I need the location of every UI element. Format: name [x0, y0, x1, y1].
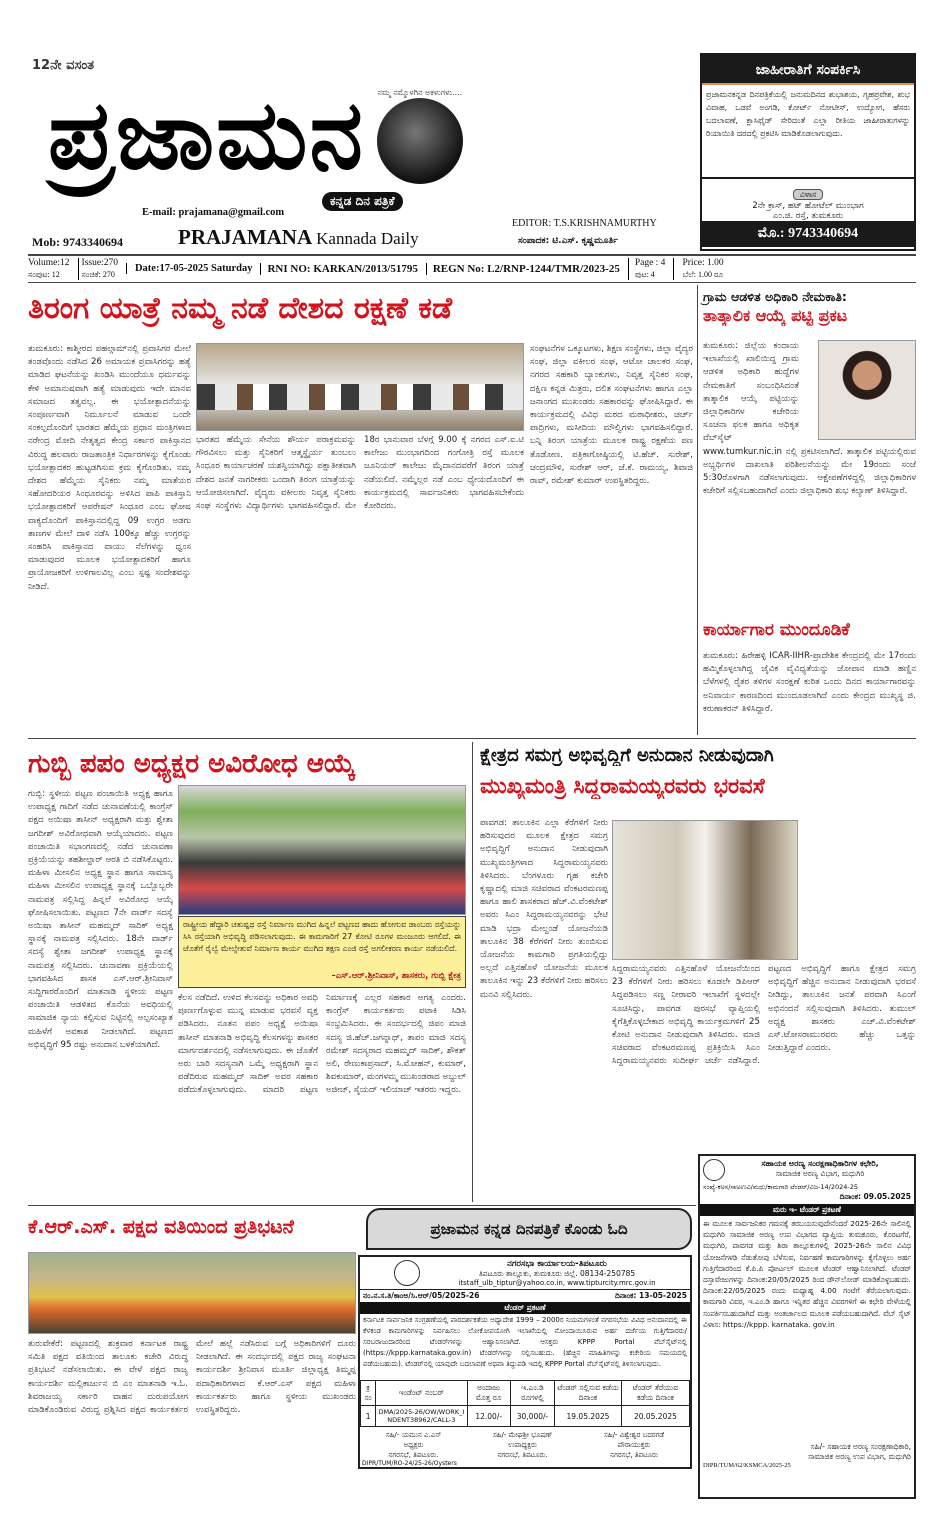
- tender-ref: ಸಂಖ್ಯೆ-ಕಅಸ/ಸಾಅಉವಿ/ಮಧು/ಕಾಮಗಾರಿ ಟೆಂಡರ್/ವಿಜ-14/2024-25: [703, 1183, 858, 1191]
- tender-address: ತಿಪಟೂರು ತಾಲ್ಲೂಕು, ತುಮಕೂರು ಜಿಲ್ಲೆ. 08134-250785: [478, 1269, 636, 1278]
- tender-signature: ಸಾಮಾಜಿಕ ಅರಣ್ಯ ಉಪ ವಿಭಾಗ, ಮಧುಗಿರಿ: [808, 1452, 911, 1461]
- signatory: ಸಹಿ/- ಯಮುನ ಎ.ಎಸ್ ಅಧ್ಯಕ್ಷರು ನಗರಸಭೆ, ತಿಪಟೂರು.: [385, 1431, 442, 1459]
- rni-number: RNI NO: KARKAN/2013/51795: [260, 263, 417, 275]
- headline-tiranga: ತಿರಂಗ ಯಾತ್ರೆ ನಮ್ಮ ನಡೆ ದೇಶದ ರಕ್ಷಣೆ ಕಡೆ: [28, 291, 453, 326]
- quote-caption-text: ರಾಷ್ಟ್ರೀಯ ಹೆದ್ದಾರಿ ಚತುಷ್ಪಥ ರಸ್ತೆ ನಿರ್ಮಾಣ ಮುಗಿದ ಹಿನ್ನಲೆ ಪಟ್ಟಣದ ಹಾದು ಹೋಗುವ ಡಾಂಬರು ರಸ್ತೆಯನ್ನು ಸಿಸಿ ರಸ್ತೆಯಾಗಿ ಅಭಿವೃದ್ಧಿ ಪಡಿಸಲಾಗುವುದು. ಈ ಕಾಮಗಾರಿಗೆ 27 ಕೋಟಿ ರೂಗಳ ಮಂಜೂರು ಆಗಲಿದೆ. ಈ ಜೊತೆಗೆ ರೈಲ್ವೆ ಮೇಲ್ಸೇತುವೆ ನಿರ್ಮಾಣ ಕಾರ್ಯ ಮುಗಿದ ತಕ್ಷಣ ಎಂಜಿ ರಸ್ತೆ ಅಗಲೀಕರಣ ಕಾರ್ಯ ನಡೆಯಲಿದೆ.: [183, 920, 461, 953]
- article-cm-cols: ಸಿದ್ದರಾಮಯ್ಯನವರು ಎತ್ತಿನಹೊಳೆ ಯೋಜನೆಯಿಂದ 23 ಕೆರೆಗಳಿಗೆ ನೀರು ಹರಿಸಲು ಕೂಡಲೇ ಡಿಪಿಆರ್ ಸಿದ್ದಪಡಿಸಲು ಸಣ್ಣ ನೀರಾವರಿ ಇಲಾಖೆಗೆ ಸ್ಥಳದಲ್ಲೇ ಸೂಚಿಸಿದ್ದು, ಪಾವಗಡ ಪುರಸಭೆ ವ್ಯಾಪ್ತಿಯಲ್ಲಿ ಕೈಗೆತ್ತಿಕೊಳ್ಳಬೇಕಾದ ಅಭಿವೃದ್ಧಿ ಕಾರ್ಯಕ್ರಮಗಳಿಗೆ 25 ಕೋಟಿ ಅನುದಾನ ನೀಡುವುದಾಗಿ ತಿಳಿಸಿದರು. ಮಾಜಿ ಸಚಿವರಾದ ವೆಂಕಟರಮಣಪ್ಪ ಪ್ರತಿಕ್ರಿಯಿಸಿ ಸಿಎಂ ಸಿದ್ದರಾಮಯ್ಯನವರು ಸುದೀರ್ಘ ಚರ್ಚೆ ನಡೆಸಿದ್ದಾರೆ. ಪಟ್ಟಣದ ಅಭಿವೃದ್ಧಿಗೆ ಹಾಗೂ ಕ್ಷೇತ್ರದ ಸಮಗ್ರ ಅಭಿವೃದ್ಧಿಗೆ ಹೆಚ್ಚಿನ ಅನುದಾನ ನೀಡುವುದಾಗಿ ಭರವಸೆ ನೀಡಿದ್ದು, ತಾಲೂಕಿನ ಜನತೆ ಪರವಾಗಿ ಸಿಎಂಗೆ ಅಭಿನಂದನೆ ಸಲ್ಲಿಸುವುದಾಗಿ ತಿಳಿಸಿದರು. ತುಮುಲ್ ಅಧ್ಯಕ್ಷ ಶಾಸಕರು ಎಚ್.ವಿ.ವೆಂಕಟೇಶ್ ಎಸ್.ಟೋಸರಾಮುರವರು ಹೆಚ್ಚು ಒತ್ತನ್ನು ನೀಡುತ್ತಿದ್ದಾರೆ ಎಂದರು.: [612, 964, 916, 1067]
- issue: Issue:270 ಸಂಚಿಕೆ: 270: [78, 258, 118, 280]
- info-bar: [28, 256, 916, 281]
- advertise-contact-box: [700, 53, 916, 251]
- krs-protest-photo: [28, 1252, 356, 1334]
- date: Date:17-05-2025 Saturday: [126, 263, 253, 274]
- cm-kicker: ಕ್ಷೇತ್ರದ ಸಮಗ್ರ ಅಭಿವೃದ್ಧಿಗೆ ಅನುದಾನ ನೀಡುವುದಾಗಿ: [480, 745, 774, 766]
- tender-title: ಟೆಂಡರ್ ಪ್ರಕಟಣೆ: [360, 1302, 690, 1314]
- tender-ref: ನಂ.ನ.ಸ.ತಿ/ಕಾಂಅ/ಸಿ.ಆರ್/05/2025-26: [363, 1291, 480, 1300]
- headline-village-officer: ತಾತ್ಕಾಲಿಕ ಆಯ್ಕೆ ಪಟ್ಟಿ ಪ್ರಕಟ: [703, 306, 848, 325]
- address-line: 2ನೇ ಕ್ರಾಸ್, ಹಟ್ ಹೋಟೆಲ್ ಮುಂಭಾಗ: [752, 201, 864, 211]
- logo-tagline: ನಮ್ಮ ನಮ್ಮೊಳಗಿನ ಅಕಳುಗಳು....: [377, 87, 463, 97]
- table-header: ಕ್ರ ಸಂ: [361, 1381, 376, 1406]
- quote-caption-credit: –ಎಸ್.ಆರ್.ಶ್ರೀನಿವಾಸ್, ಶಾಸಕರು, ಗುಬ್ಬಿ ಕ್ಷೇತ್ರ: [331, 971, 461, 981]
- logo-emblem-icon: [377, 98, 463, 184]
- logo-emblem-group: [377, 87, 463, 184]
- article-workshop: ತುಮಕೂರು: ಹಿರೇಹಳ್ಳಿ ICAR-IIHR-ಪ್ರಾದೇಶಿಕ ಕೇಂದ್ರದಲ್ಲಿ ಮೇ 17ರಂದು ಹಮ್ಮಿಕೊಳ್ಳಲಾಗಿದ್ದ ಜೈವಿಕ ವೈವಿಧ್ಯತೆಯನ್ನು ಜೋಪಾನ ಮಾಡಿ ಹಣ್ಣಿನ ಬೆಳೆಗಳಲ್ಲಿ ರೈತರ ತಳಿಗಳ ಸಂರಕ್ಷಣೆ ಕುರಿತ ಒಂದು ದಿನದ ಕಾರ್ಯಾಗಾರವನ್ನು ಅನಿವಾರ್ಯ ಕಾರಣದಿಂದ ಮುಂದೂಡಲಾಗಿದೆ ಎಂದು ಕೇಂದ್ರದ ಮುಖ್ಯಸ್ಥ ಜಿ. ಕರುಣಾಕರನ್ ತಿಳಿಸಿದ್ದಾರೆ.: [703, 651, 916, 714]
- divider: [28, 282, 916, 283]
- quote-caption-box: [178, 916, 466, 988]
- table-row: 1 DMA/2025-26/OW/WORK_INDENT38962/CALL-3 12.00/- 30,000/- 19.05.2025 20.05.2025: [361, 1406, 690, 1427]
- ad-box-text: ಪ್ರಜಾಮನಕನ್ನಡ ದಿನಪತ್ರಿಕೆಯಲ್ಲಿ ಜನುಮದಿನದ ಶುಭಾಶಯ, ಗೃಹಪ್ರವೇಶ, ಶುಭ ವಿವಾಹ, ಒಡವೆ ಅಂಗಡಿ, ಕೋರ್ಟ್ ನೋಟೀಸ್, ಉದ್ಯೋಗ, ಹೆಸರು ಬದಲಾವಣೆ, ಕ್ಲಾಸಿಫೈಡ್ ಸೇರಿದಂತೆ ಎಲ್ಲಾ ರೀತಿಯ ಜಾಹೀರಾತುಗಳನ್ನು ರಿಯಾಯಿತಿ ದರದಲ್ಲಿ ಪ್ರಕಟಿಸಿ ಮಾಡಿಕೊಡಲಾಗುವುದು.: [706, 90, 910, 138]
- village-officer-kicker: ಗ್ರಾಮ ಆಡಳಿತ ಅಧಿಕಾರಿ ನೇಮಕಾತಿ:: [703, 289, 847, 304]
- divider: [28, 1205, 696, 1206]
- tender-code: DIPR/TUM/62/KSMCA/2025-25: [703, 1462, 791, 1469]
- editor-kn: ಸಂಪಾದಕ: ಟಿ.ಎಸ್. ಕೃಷ್ಣಮೂರ್ತಿ: [518, 236, 618, 246]
- table-header: ಇ.ಎಂ.ಡಿ ರೂಗಳಲ್ಲಿ: [510, 1381, 554, 1406]
- gubbi-felicitation-photo: [178, 785, 466, 915]
- column-divider: [697, 285, 698, 735]
- karnataka-emblem-icon: [703, 1159, 725, 1181]
- headline-gubbi: ಗುಬ್ಬಿ ಪಪಂ ಅಧ್ಯಕ್ಷರ ಅವಿರೋಧ ಆಯ್ಕೆ: [28, 749, 356, 779]
- tender-office: ಸಹಾಯಕ ಅರಣ್ಯ ಸಂರಕ್ಷಣಾಧಿಕಾರಿಗಳ ಕಛೇರಿ,: [761, 1159, 879, 1168]
- tender-title: ಮರು ಇ- ಟೆಂಡರ್ ಪ್ರಕಟಣೆ: [700, 1204, 914, 1216]
- editor: EDITOR: T.S.KRISHNAMURTHY: [512, 218, 657, 229]
- article-krs: ತುರುವೇಕೆರೆ: ಪಟ್ಟಣದಲ್ಲಿ ಶುಕ್ರವಾರ ಕರ್ನಾಟಕ ರಾಷ್ಟ್ರ ಸಮಿತಿ ಪಕ್ಷದ ವತಿಯಿಂದ ತಾಲೂಕು ಕಚೇರಿ ವಿರುದ್ಧ ಪ್ರತಿಭಟನೆ ನಡೆಸಲಾಯಿತು. ಈ ವೇಳೆ ಪಕ್ಷದ ರಾಜ್ಯ ಕಾರ್ಯದರ್ಶಿ ಮಲ್ಲಿಕಾರ್ಜುನ ಬಿ ಎಂ ಮಾತನಾಡಿ ಇ.ಓ. ಶಿವರಾಜಯ್ಯ ಸರ್ಕಾರಿ ವಾಹನ ದುರುಪಯೋಗ ಮಾಡಿಕೊಂಡಿರುವ ವಿರುದ್ಧ ಪ್ರಶ್ನಿಸಿದ ಪಕ್ಷದ ಕಾರ್ಯಕರ್ತರ ಮೇಲೆ ಹಲ್ಲೆ ನಡೆಸಿರುವ ಬಗ್ಗೆ ಅಧಿಕಾರಿಗಳಿಗೆ ದೂರು ನೀಡಲಾಗಿದೆ. ಈ ಸಂದರ್ಭದಲ್ಲಿ ಪಕ್ಷದ ರಾಜ್ಯ ಸಂಘಟನಾ ಕಾರ್ಯದರ್ಶಿ ಶ್ರೀನಿವಾಸ ಮೂರ್ತಿ ಜಿಲ್ಲಾಧ್ಯಕ್ಷ ತಿಮ್ಮಪ್ಪ ಪದಾಧಿಕಾರಿಗಳಾದ ಕೆ.ಆರ್.ಎಸ್ ಪಕ್ಷದ ಮಹಿಳಾ ಕಾರ್ಯಕರ್ತರು ಹಾಗೂ ಸ್ಥಳೀಯ ಮುಖಂಡರು ಉಪಸ್ಥಿತರಿದ್ದರು.: [28, 1339, 356, 1416]
- logo: [48, 80, 688, 190]
- address-line: ಎಂ.ಜಿ. ರಸ್ತೆ, ತುಮಕೂರು: [772, 211, 844, 221]
- ad-box-phone: ಮೊ.: 9743340694: [702, 221, 914, 247]
- tender-date: ದಿನಾಂಕ: 09.05.2025: [839, 1192, 911, 1201]
- tender-signature: ಸಹಿ/- ಸಹಾಯಕ ಅರಣ್ಯ ಸಂರಕ್ಷಣಾಧಿಕಾರಿ,: [810, 1442, 911, 1451]
- table-header: ಟೆಂಡರ್ ತೆರೆಯುವ ಕಡೆಯ ದಿನಾಂಕ: [621, 1381, 689, 1406]
- signatory: ಸಹಿ/- ಮೇಘಶ್ರೀ ಭೂಷಣ್ ಉಪಾಧ್ಯಕ್ಷರು ನಗರಸಭೆ, ತಿಪಟೂರು.: [492, 1431, 553, 1459]
- article-tiranga-cols: ಭಾರತದ ಹೆಮ್ಮೆಯ ಸೇನೆಯ ಶೌರ್ಯ ಪರಾಕ್ರಮವನ್ನು ಗೌರವಿಸಲು ಮತ್ತು ಸೈನಿಕರಿಗೆ ಆತ್ಮಸ್ಥೈರ್ಯ ತುಂಬಲು ಸಿಂಧೂರ ಕಾರ್ಯಾಚರಣೆ ಯಶಸ್ವಿಯಾಗಿದ್ದು ಪಕ್ಷಾತೀತವಾಗಿ ದೇಶದ ಜನತೆ ನಾಗರೀಕರು ಒಂದಾಗಿ ತಿರಂಗ ಯಾತ್ರೆಯನ್ನು ಆಯೋಜಿಸಲಾಗಿದೆ. ವೈದ್ಯರು ವಕೀಲರು ನಿವೃತ್ತ ಸೈನಿಕರು ಸಂಘ ಸಂಸ್ಥೆಗಳು ವಿದ್ಯಾರ್ಥಿಗಳು ಭಾಗವಹಿಸಲಿದ್ದಾರೆ. ಮೇ 18ರ ಭಾನುವಾರ ಬೆಳಗ್ಗೆ 9.00 ಕ್ಕೆ ನಗರದ ಎಸ್.ಐ.ಟಿ ಕಾಲೇಜು ಮುಂಭಾಗದಿಂದ ಗಂಗೋತ್ರಿ ರಸ್ತೆ ಮೂಲಕ ಜೂನಿಯರ್ ಕಾಲೇಜು ಮೈದಾನದವರೆಗೆ ತಿರಂಗ ಯಾತ್ರೆ ನಡೆಯಲಿದೆ. ನಮ್ಮೆಲ್ಲರ ನಡೆ ಎಂಬ ಧ್ಯೇಯದೊಂದಿಗೆ ಈ ಕಾರ್ಯಕ್ರಮದಲ್ಲಿ ಸಾರ್ವಜನಿಕರು ಭಾಗವಹಿಸಬೇಕೆಂದು ಕೋರಿದರು.: [196, 435, 524, 512]
- tender-table: [360, 1380, 690, 1427]
- ad-box-address: [702, 177, 914, 221]
- tender-body: ಕರ್ನಾಟಕ ಸಾರ್ವಜನಿಕ ಸಂಗ್ರಹಣೆಯಲ್ಲಿ ಪಾರದರ್ಶಕತೆಯ ಅಧ್ಯಾದೇಶ 1999 – 2000ರ ನಿಯಮಗಳಂತೆ ನಗರಸಭೆಯ ವಿವಿಧ ಅನುದಾನದಲ್ಲಿ ಈ ಕೆಳಕಂಡ ಕಾಮಗಾರಿಗಳನ್ನು ನಿರ್ವಹಿಸಲು ಲೋಕೋಪಯೋಗಿ ಇಲಾಖೆಯಲ್ಲಿ ನೋಂದಾಯಿಸಿರುವ ಅರ್ಹ ದರ್ಜೆಯ ಗುತ್ತಿಗೆದಾರರು/ಸರಬರಾಜುದಾರರಿಂದ ಟೆಂಡರ್‌ಗಳನ್ನು ಆಹ್ವಾನಿಸಲಾಗಿದೆ. ಆಸಕ್ತರು KPPP Portal ವೆಬ್‌ಸೈಟ್‌ನಲ್ಲಿ (https://kppp.karnataka.gov.in) ಟೆಂಡರ್‌ಗಳನ್ನು ಸಲ್ಲಿಸಬಹುದು. (ಹೆಚ್ಚಿನ ಮಾಹಿತಿಗಳನ್ನು ಕಚೇರಿಯ ಸಮಯದಲ್ಲಿ ಪಡೆಯಬಹುದು). ಟೆಂಡರ್‌ನಲ್ಲಿ ಯಾವುದೇ ಬದಲಾವಣೆ ಅಥವಾ ತಿದ್ದುಪಡಿ ಇದಲ್ಲಿ KPPP Portal ವೆಬ್‌ಸೈಟ್‌ನಲ್ಲಿ ತಿಳಿಸಲಾಗುವುದು.: [363, 1316, 687, 1368]
- ad-box-title: ಜಾಹೀರಾತಿಗೆ ಸಂಪರ್ಕಿಸಿ: [702, 55, 914, 85]
- price: Price: 1.00 ಬೆಲೆ: 1.00 ರೂ: [673, 258, 723, 280]
- tender-ad-forest: [698, 1154, 916, 1499]
- signatory: ಸಹಿ/- ವಿಶ್ವೇಶ್ವರ ಬದರಗಡೆ ಪೌರಾಯುಕ್ತರು ನಗರಸಭೆ, ತಿಪಟೂರು: [604, 1431, 665, 1459]
- tender-contact: itstaff_ulb_tiptur@yahoo.co.in, www.tipturcity.mrc.gov.in: [458, 1279, 656, 1287]
- article-gubbi-cols: ಕೆಲಸ ನಡೆದಿದೆ. ಉಳಿದ ಕೆಲಸವನ್ನು ಅಧಿಕಾರ ಅವಧಿ ಪೂರ್ಣಗೊಳ್ಳುವ ಮುನ್ನ ಮಾಡುವ ಭರವಸೆ ವ್ಯಕ್ತ ಪಡಿಸಿದರು. ನೂತನ ಪಪಂ ಅಧ್ಯಕ್ಷೆ ಅಯಿಷಾ ತಾಸೀನ್ ಮಾತನಾಡಿ ಅಭಿವೃದ್ಧಿ ಕೆಲಸಗಳನ್ನು ಶಾಸಕರ ಮಾರ್ಗದರ್ಶನದಲ್ಲಿ ನಡೆಸಲಾಗುವುದು. ಈ ಜೊತೆಗೆ ಅರು ಬಾರಿ ಸದಸ್ಯನಾಗಿ ಒಮ್ಮೆ ಅಧ್ಯಕ್ಷರಾಗಿ ಸ್ಥಾನ ಪಡೆದಿರುವ ಮಹಮ್ಮದ್ ಸಾದಿಕ್ ಅವರ ಸಹಕಾರ ಪಡೆದುಕೊಳ್ಳಲಾಗುವುದು. ಮಾದರಿ ಪಟ್ಟಣ ನಿರ್ಮಾಣಕ್ಕೆ ಎಲ್ಲರ ಸಹಕಾರ ಅಗತ್ಯ ಎಂದರು. ಕಾಂಗ್ರೆಸ್ ಕಾರ್ಯಕರ್ತರು ಪಟಾಕಿ ಸಿಡಿಸಿ ಸಂಭ್ರಮಿಸಿದರು. ಈ ಸಂದರ್ಭದಲ್ಲಿ ಜಿಪಂ ಮಾಜಿ ಸದಸ್ಯ ಜಿ.ಹೆಚ್.ಜಗನ್ನಾಥ್, ತಾಪಂ ಮಾಜಿ ಸದಸ್ಯ ರಮೇಶ್ ಸದಸ್ಯರಾದ ಮಹಮ್ಮದ್ ಸಾದಿಕ್, ಶೌಕತ್ ಅಲಿ, ರೇಣುಕಾಪ್ರಸಾದ್, ಸಿ.ಮೋಹನ್, ಕುಮಾರ್, ಶಿವಕುಮಾರ್, ಮಂಗಳಮ್ಮ ಮುಖಂಡರಾದ ಅಬ್ದುಲ್ ಅಜೀಜ್, ಸೈಯದ್ ಇಲಿಯಾಜ್ ಇತರರು ಇದ್ದರು.: [178, 993, 466, 1096]
- cm-meeting-photo: [612, 820, 798, 960]
- edition-badge: ಕನ್ನಡ ದಿನ ಪತ್ರಿಕೆ: [322, 192, 403, 211]
- press-meet-photo: [196, 343, 524, 431]
- promo-banner: [366, 1208, 692, 1250]
- headline-krs: ಕೆ.ಆರ್.ಎಸ್. ಪಕ್ಷದ ವತಿಯಿಂದ ಪ್ರತಿಭಟನೆ: [28, 1216, 294, 1238]
- divider: [28, 738, 916, 739]
- page-number: Page : 4 ಪುಟ: 4: [628, 258, 666, 280]
- tender-date: ದಿನಾಂಕ: 13-05-2025: [615, 1291, 687, 1300]
- address-label: ವಿಳಾಸ: [793, 189, 824, 200]
- headline-workshop: ಕಾರ್ಯಾಗಾರ ಮುಂದೂಡಿಕೆ: [703, 620, 850, 640]
- mobile: Mob: 9743340694: [32, 235, 123, 249]
- article-tiranga-col1: ತುಮಕೂರು: ಕಾಶ್ಮೀರದ ಪಹಲ್ಗಾಮ್‌ನಲ್ಲಿ ಪ್ರವಾಸಿಗರ ಮೇಲೆ ತಂಡವೊಂದು ನಡೆಸಿದ 26 ಅಮಾಯಕ ಪ್ರವಾಸಿಗರನ್ನು ಹತ್ಯೆ ಮಾಡಿದ ಘಟನೆಯನ್ನು ಖಂಡಿಸಿ ಮುಂದೆಯೂ ಧರ್ಮವನ್ನು ಕೇಳಿ ಅಮಾನುಷವಾಗಿ ಹತ್ಯೆ ಮಾಡುವುದು ಇದೇ ಮಾನವ ಸಮಾಜದ ತತ್ವವಲ್ಲ. ಈ ಭಯೋತ್ಪಾದನೆಯನ್ನು ಸಂಪೂರ್ಣವಾಗಿ ನಿರ್ಮೂಲನೆ ಮಾಡುವ ಒಂದೇ ಸಂಕಲ್ಪದೊಂದಿಗೆ ಭಾರತದ ಹೆಮ್ಮೆಯ ಪ್ರಧಾನ ಮಂತ್ರಿಗಳಾದ ನರೇಂದ್ರ ಮೋದಿ ನೇತೃತ್ವದ ಕೇಂದ್ರ ಸರ್ಕಾರ ಪಾಕಿಸ್ತಾನದ ವಿರುದ್ಧ ಹಲವಾರು ರಾಜತಾಂತ್ರಿಕ ನಿರ್ಧಾರಗಳನ್ನು ಕೈಗೊಂಡು ಭಯೋತ್ಪಾದಕರ ಹುಟ್ಟಡಗಿಸುವ ಕ್ರಮ ಕೈಗೊಂಡಿತು. ನಮ್ಮ ದೇಶದ ಹೆಮ್ಮೆಯ ಸೈನಿಕರು ನಮ್ಮ ಮಾತೆಯರ ಸಹೋದರಿಯರ ಸಿಂಧೂರವನ್ನು ಅಳಿಸಿದ ಪಾಪಿ ಪಾಕಿಸ್ತಾನಿ ಭಯೋತ್ಪಾದಕರಿಗೆ ಆಪರೇಷನ್ ಸಿಂಧೂರ ಎಂಬ ಘೋಷ ವಾಕ್ಯದೊಂದಿಗೆ ಪಾಕಿಸ್ತಾನದಲ್ಲಿದ್ದ 09 ಉಗ್ರರ ಅಡಗು ತಾಣಗಳ ಮೇಲೆ ದಾಳಿ ನಡೆಸಿ 100ಕ್ಕೂ ಹೆಚ್ಚು ಉಗ್ರರನ್ನು ಸಂಹರಿಸಿ ಪಾಕಿಸ್ತಾನದ ವಾಯು ನೆಲೆಗಳನ್ನು ಧ್ವಂಸ ಮಾಡುವುದರ ಮೂಲಕ ಭಯೋತ್ಪಾದಕರಿಗೆ ಹಾಗೂ ಪ್ರಾಯೋಜಕರಿಗೆ ಉಳಿಗಾಲವಿಲ್ಲ ಎಂಬ ಸ್ಪಷ್ಟ ಸಂದೇಶವನ್ನು ನೀಡಿದೆ.: [28, 344, 191, 592]
- anniversary-badge: 12ನೇ ವಸಂತ: [32, 58, 95, 73]
- article-village-officer: ತುಮಕೂರು: ಜಿಲ್ಲೆಯ ಕಂದಾಯ ಇಲಾಖೆಯಲ್ಲಿ ಖಾಲಿಯಿದ್ದ ಗ್ರಾಮ ಆಡಳಿತ ಅಧಿಕಾರಿ ಹುದ್ದೆಗಳ ನೇಮಕಾತಿಗೆ ಸಂಬಂಧಿಸಿದಂತೆ ತಾತ್ಕಾಲಿಕ ಆಯ್ಕೆ ಪಟ್ಟಿಯನ್ನು ಜಿಲ್ಲಾಧಿಕಾರಿಗಳ ಕಚೇರಿಯ ಸೂಚನಾ ಫಲಕ ಹಾಗೂ ಅಧಿಕೃತ ವೆಬ್‌ಸೈಟ್ www.tumkur.nic.in ನಲ್ಲಿ ಪ್ರಕಟಿಸಲಾಗಿದೆ. ತಾತ್ಕಾಲಿಕ ಪಟ್ಟಿಯಲ್ಲಿರುವ ಅಭ್ಯರ್ಥಿಗಳ ದಾಖಲಾತಿ ಪರಿಶೀಲನೆಯನ್ನು ಮೇ 19ರಂದು ಸಂಜೆ 5:30ರೊಳಗಾಗಿ ನಡೆಸಲಾಗುವುದು. ಆಕ್ಷೇಪಣೆಗಳಿದ್ದಲ್ಲಿ ಜಿಲ್ಲಾಧಿಕಾರಿಗಳ ಕಚೇರಿಗೆ ಸಲ್ಲಿಸಬಹುದಾಗಿದೆ ಎಂದು ಜಿಲ್ಲಾಧಿಕಾರಿ ಶುಭ ಕಲ್ಯಾಣ್ ತಿಳಿಸಿದ್ದಾರೆ.: [703, 341, 916, 497]
- table-header: ಇಂಡೆಂಟ್ ನಂಬರ್: [376, 1381, 467, 1406]
- tender-office: ನಗರಸಭಾ ಕಾರ್ಯಾಲಯ-ತಿಪಟೂರು: [507, 1259, 607, 1269]
- tender-code: DIPR/TUM/RO-24/25-26/Oysters: [362, 1460, 457, 1467]
- masthead: [0, 0, 700, 255]
- tender-ad-tiptur: [358, 1255, 692, 1469]
- logo-text: ಪ್ರಜಾಮನ: [48, 78, 365, 191]
- article-gubbi-col1: ಗುಬ್ಬಿ: ಸ್ಥಳೀಯ ಪಟ್ಟಣ ಪಂಚಾಯಿತಿ ಅಧ್ಯಕ್ಷ ಹಾಗೂ ಉಪಾಧ್ಯಕ್ಷ ಗಾದಿಗೆ ನಡೆದ ಚುನಾವಣೆಯಲ್ಲಿ ಕಾಂಗ್ರೆಸ್ ಪಕ್ಷದ ಅಯಿಷಾ ತಾಸೀನ್ ಅಧ್ಯಕ್ಷರಾಗಿ ಮತ್ತು ಶ್ವೇತಾ ಜಗದೀಶ್ ಅವಿರೋಧವಾಗಿ ಆಯ್ಕೆಯಾದರು. ಪಟ್ಟಣ ಪಂಚಾಯಿತಿ ಸಭಾಂಗಣದಲ್ಲಿ ನಡೆದ ಚುನಾವಣಾ ಪ್ರಕ್ರಿಯೆಯನ್ನು ತಹಶೀಲ್ದಾರ್ ಆರತಿ ಬಿ ನಡೆಸಿಕೊಟ್ಟರು. ಮಹಿಳಾ ಮೀಸಲಿನ ಅಧ್ಯಕ್ಷ ಸ್ಥಾನ ಹಾಗೂ ಸಾಮಾನ್ಯ ಮಹಿಳಾ ಮೀಸಲಿನ ಉಪಾಧ್ಯಕ್ಷ ಸ್ಥಾನಕ್ಕೆ ಒಬ್ಬೊಬ್ಬರೇ ನಾಮಪತ್ರ ಸಲ್ಲಿಸಿದ್ದ ಹಿನ್ನಲೆ ಅವಿರೋಧ ಆಯ್ಕೆ ಘೋಷಿಸಲಾಯಿತು. ಪಟ್ಟಣದ 7ನೇ ವಾರ್ಡ್ ಸದಸ್ಯೆ ಅಯಿಷಾ ತಾಸೀನ್ ಮಹಮ್ಮದ್ ಸಾದಿಕ್ ಅಧ್ಯಕ್ಷ ಸ್ಥಾನಕ್ಕೆ ನಾಮಪತ್ರ ಸಲ್ಲಿಸಿದರು. 18ನೇ ವಾರ್ಡ್ ಸದಸ್ಯೆ ಶ್ವೇತಾ ಜಗದೀಶ್ ಉಪಾಧ್ಯಕ್ಷ ಸ್ಥಾನಕ್ಕೆ ನಾಮಪತ್ರ ಸಲ್ಲಿಸಿದರು. ಚುನಾವಣಾ ಪ್ರಕ್ರಿಯೆಯಲ್ಲಿ ಭಾಗವಹಿಸಿದ ಶಾಸಕ ಎಸ್.ಆರ್.ಶ್ರೀನಿವಾಸ್ ಸುದ್ದಿಗಾರರೊಂದಿಗೆ ಮಾತನಾಡಿ ಸ್ಥಳೀಯ ಪಟ್ಟಣ ಪಂಚಾಯಿತಿ ಆಡಳಿತದ ಕೊನೆಯ ಅವಧಿಯಲ್ಲಿ ಸಾಮಾಜಿಕ ನ್ಯಾಯ ಕಲ್ಪಿಸುವ ನಿಟ್ಟಿನಲ್ಲಿ ಅಲ್ಪಸಂಖ್ಯಾತ ಮಹಿಳೆಗೆ ಅವಕಾಶ ನೀಡಲಾಗಿದೆ. ಪಟ್ಟಣದ ಅಭಿವೃದ್ಧಿಗೆ 95 ರಷ್ಟು ಅನುದಾನ ಬಳಕೆಯಾಗಿದೆ.: [28, 789, 173, 1050]
- email: E-mail: prajamana@gmail.com: [142, 207, 285, 218]
- tender-body: ಈ ಮೂಲಕ ಸಾರ್ವಜನಿಕರ ಗಮನಕ್ಕೆ ತರಬಯಸುವುದೇನೆಂದರೆ 2025-26ನೇ ಸಾಲಿನಲ್ಲಿ ಮಧುಗಿರಿ ಸಾಮಾಜಿಕ ಅರಣ್ಯ ಉಪ ವಿಭಾಗದ ವ್ಯಾಪ್ತಿಯ ತುಮಕೂರು, ಕೊರಟಗೆರೆ, ಮಧುಗಿರಿ, ಪಾವಗಡ ಮತ್ತು ಶಿರಾ ತಾಲ್ಲೂಕುಗಳಲ್ಲಿ 2025-26ನೇ ಸಾಲಿನ ವಿವಿಧ ಯೋಜನೆಗಳಡಿ ನೆಡುತೋಪು ಬೆಳೆಸುವ, ನಿರ್ವಹಣೆ ಕಾಮಗಾರಿಗಳನ್ನು ಕೈಗೊಳ್ಳಲು ಅರ್ಹ ಗುತ್ತಿಗೆದಾರರಿಂದ ಕೆ.ಪಿ.ಪಿ ಪೋರ್ಟಲ್ ಮೂಲಕ ಟೆಂಡರ್ ಆಹ್ವಾನಿಸಲಾಗಿದೆ. ಟೆಂಡರ್ ದಸ್ತಾವೇಜುಗಳನ್ನು ದಿನಾಂಕ:20/05/2025 ರಿಂದ ಡೌನ್‌ಲೋಡ್ ಮಾಡಿಕೊಳ್ಳಬಹುದು. ದಿನಾಂಕ:22/05/2025 ರಂದು ಮಧ್ಯಾಹ್ನ 4.00 ಗಂಟೆಗೆ ತೆರೆಯಲಾಗುವುದು. ಕಾಮಗಾರಿ ವಿವರ, ಇ.ಎಂ.ಡಿ ಹಾಗೂ ಇನ್ನಿತರ ಹೆಚ್ಚಿನ ವಿವರಗಳಿಗೆ ಈ ಕಛೇರಿ ವೇಳೆಯಲ್ಲಿ ಸಂಪರ್ಕಿಸಬಹುದಾಗಿದೆ ಮತ್ತು ಅಂತರ್ಜಾಲದ ಮೂಲಕ ಪಡೆಯಬಹುದಾಗಿದೆ. ವೆಬ್ ಸೈಟ್ ವಿಳಾಸ: https://kppp. karnataka. gov.in: [703, 1219, 911, 1329]
- volume: Volume:12 ಸಂಪುಟ: 12: [28, 257, 70, 279]
- table-header: ಟೆಂಡರ್ ಸಲ್ಲಿಸುವ ಕಡೆಯ ದಿನಾಂಕ: [555, 1381, 622, 1406]
- table-header: ಅಂದಾಜು ಮೊತ್ತ ರೂ: [467, 1381, 510, 1406]
- article-tiranga-col4: ಸಂಘಟನೆಗಳ ಒಕ್ಕೂಟಗಳು, ಶಿಕ್ಷಣ ಸಂಸ್ಥೆಗಳು, ಜಿಲ್ಲಾ ವೈದ್ಯರ ಸಂಘ, ಜಿಲ್ಲಾ ವಕೀಲರ ಸಂಘ, ಆಟೋ ಚಾಲಕರ ಸಂಘ, ನಗರದ ಸಹಕಾರಿ ಬ್ಯಾಂಕುಗಳು, ನಿವೃತ್ತ ಸೈನಿಕರ ಸಂಘ, ದಕ್ಷಿಣ ಕನ್ನಡ ಮಿತ್ರರು, ದಲಿತ ಸಂಘಟನೆಗಳು ಹಾಗೂ ಎಲ್ಲಾ ಜನಾಂಗದ ಮುಖಂಡರು ಸಹಕಾರವನ್ನು ಘೋಷಿಸಿದ್ದಾರೆ. ಈ ಕಾರ್ಯಕ್ರಮದಲ್ಲಿ ವಿವಿಧ ಮಠದ ಮಠಾಧೀಶರು, ಚರ್ಚ್ ಪಾದ್ರಿಗಳು, ಮಸೀದಿಯ ಮೌಲ್ವಿಗಳು ಭಾಗವಹಿಸಲಿದ್ದಾರೆ. ಬನ್ನಿ ತಿರಂಗ ಯಾತ್ರೆಯ ಮೂಲಕ ರಾಷ್ಟ್ರ ರಕ್ಷಣೆಯ ಪಣ ತೊಡೋಣ. ಪತ್ರಿಕಾಗೋಷ್ಠಿಯಲ್ಲಿ ಟಿ.ಹೆಚ್. ಸುರೇಶ್, ಚಂದ್ರಮೌಳಿ, ಸುರೇಶ್ ಆರ್, ಜೆ.ಕೆ. ರಾಮಯ್ಯ, ಶಿವಾಜಿ ರಾವ್, ರಮೇಶ್ ಕುಮಾರ್ ಉಪಸ್ಥಿತರಿದ್ದರು.: [530, 344, 693, 487]
- karnataka-emblem-icon: [394, 1260, 420, 1286]
- promo-banner-text: ಪ್ರಜಾಮನ ಕನ್ನಡ ದಿನಪತ್ರಿಕೆ ಕೊಂಡು ಓದಿ: [430, 1220, 628, 1238]
- english-title: PRAJAMANA Kannada Daily: [178, 225, 419, 249]
- registration-number: REGN No: L2/RNP-1244/TMR/2023-25: [426, 263, 620, 275]
- column-divider: [472, 742, 473, 1202]
- headline-cm: ಮುಖ್ಯಮಂತ್ರಿ ಸಿದ್ದರಾಮಯ್ಯರವರು ಭರವಸೆ: [480, 774, 765, 798]
- tender-division: ಸಾಮಾಜಿಕ ಅರಣ್ಯ ವಿಭಾಗ, ಮಧುಗಿರಿ: [775, 1169, 865, 1178]
- article-cm-col1: ಪಾವಗಡ: ತಾಲೂಕಿನ ಎಲ್ಲಾ ಕೆರೆಗಳಿಗೆ ನೀರು ಹರಿಸುವುದರ ಮೂಲಕ ಕ್ಷೇತ್ರದ ಸಮಗ್ರ ಅಭಿವೃದ್ಧಿಗೆ ಅನುದಾನ ನೀಡುವುದಾಗಿ ಮುಖ್ಯಮಂತ್ರಿಗಳಾದ ಸಿದ್ದರಾಮಯ್ಯನವರು ತಿಳಿಸಿದರು. ಬೆಂಗಳೂರು ಗೃಹ ಕಚೇರಿ ಕೃಷ್ಣಾದಲ್ಲಿ ಮಾಜಿ ಸಚಿವರಾದ ವೆಂಕಟರಮಣಪ್ಪ ಹಾಗೂ ಹಾಲಿ ಶಾಸಕರಾದ ಹೆಚ್.ವಿ.ವೆಂಕಟೇಶ್ ಅವರು ಸಿಎಂ ಸಿದ್ದರಾಮಯ್ಯನವರನ್ನು ಭೇಟಿ ಮಾಡಿ ಭದ್ರಾ ಮೇಲ್ದಂಡೆ ಯೋಜನೆಯಡಿ ತಾಲೂಕಿನ 38 ಕೆರೆಗಳಿಗೆ ನೀರು ತುಂಬಿಸುವ ಯೋಜನೆಯ ಕಾಮಗಾರಿ ಪ್ರಗತಿಯಲ್ಲಿದ್ದು ಅಲ್ಲದೆ ಎತ್ತಿನಹೊಳೆ ಯೋಜನೆಯ ಮೂಲಕ ತಾಲೂಕಿನ ಇನ್ನು 23 ಕೆರೆಗಳಿಗೆ ನೀರು ಹರಿಸಲು ಮನವಿ ಸಲ್ಲಿಸಿದರು.: [480, 818, 608, 1000]
